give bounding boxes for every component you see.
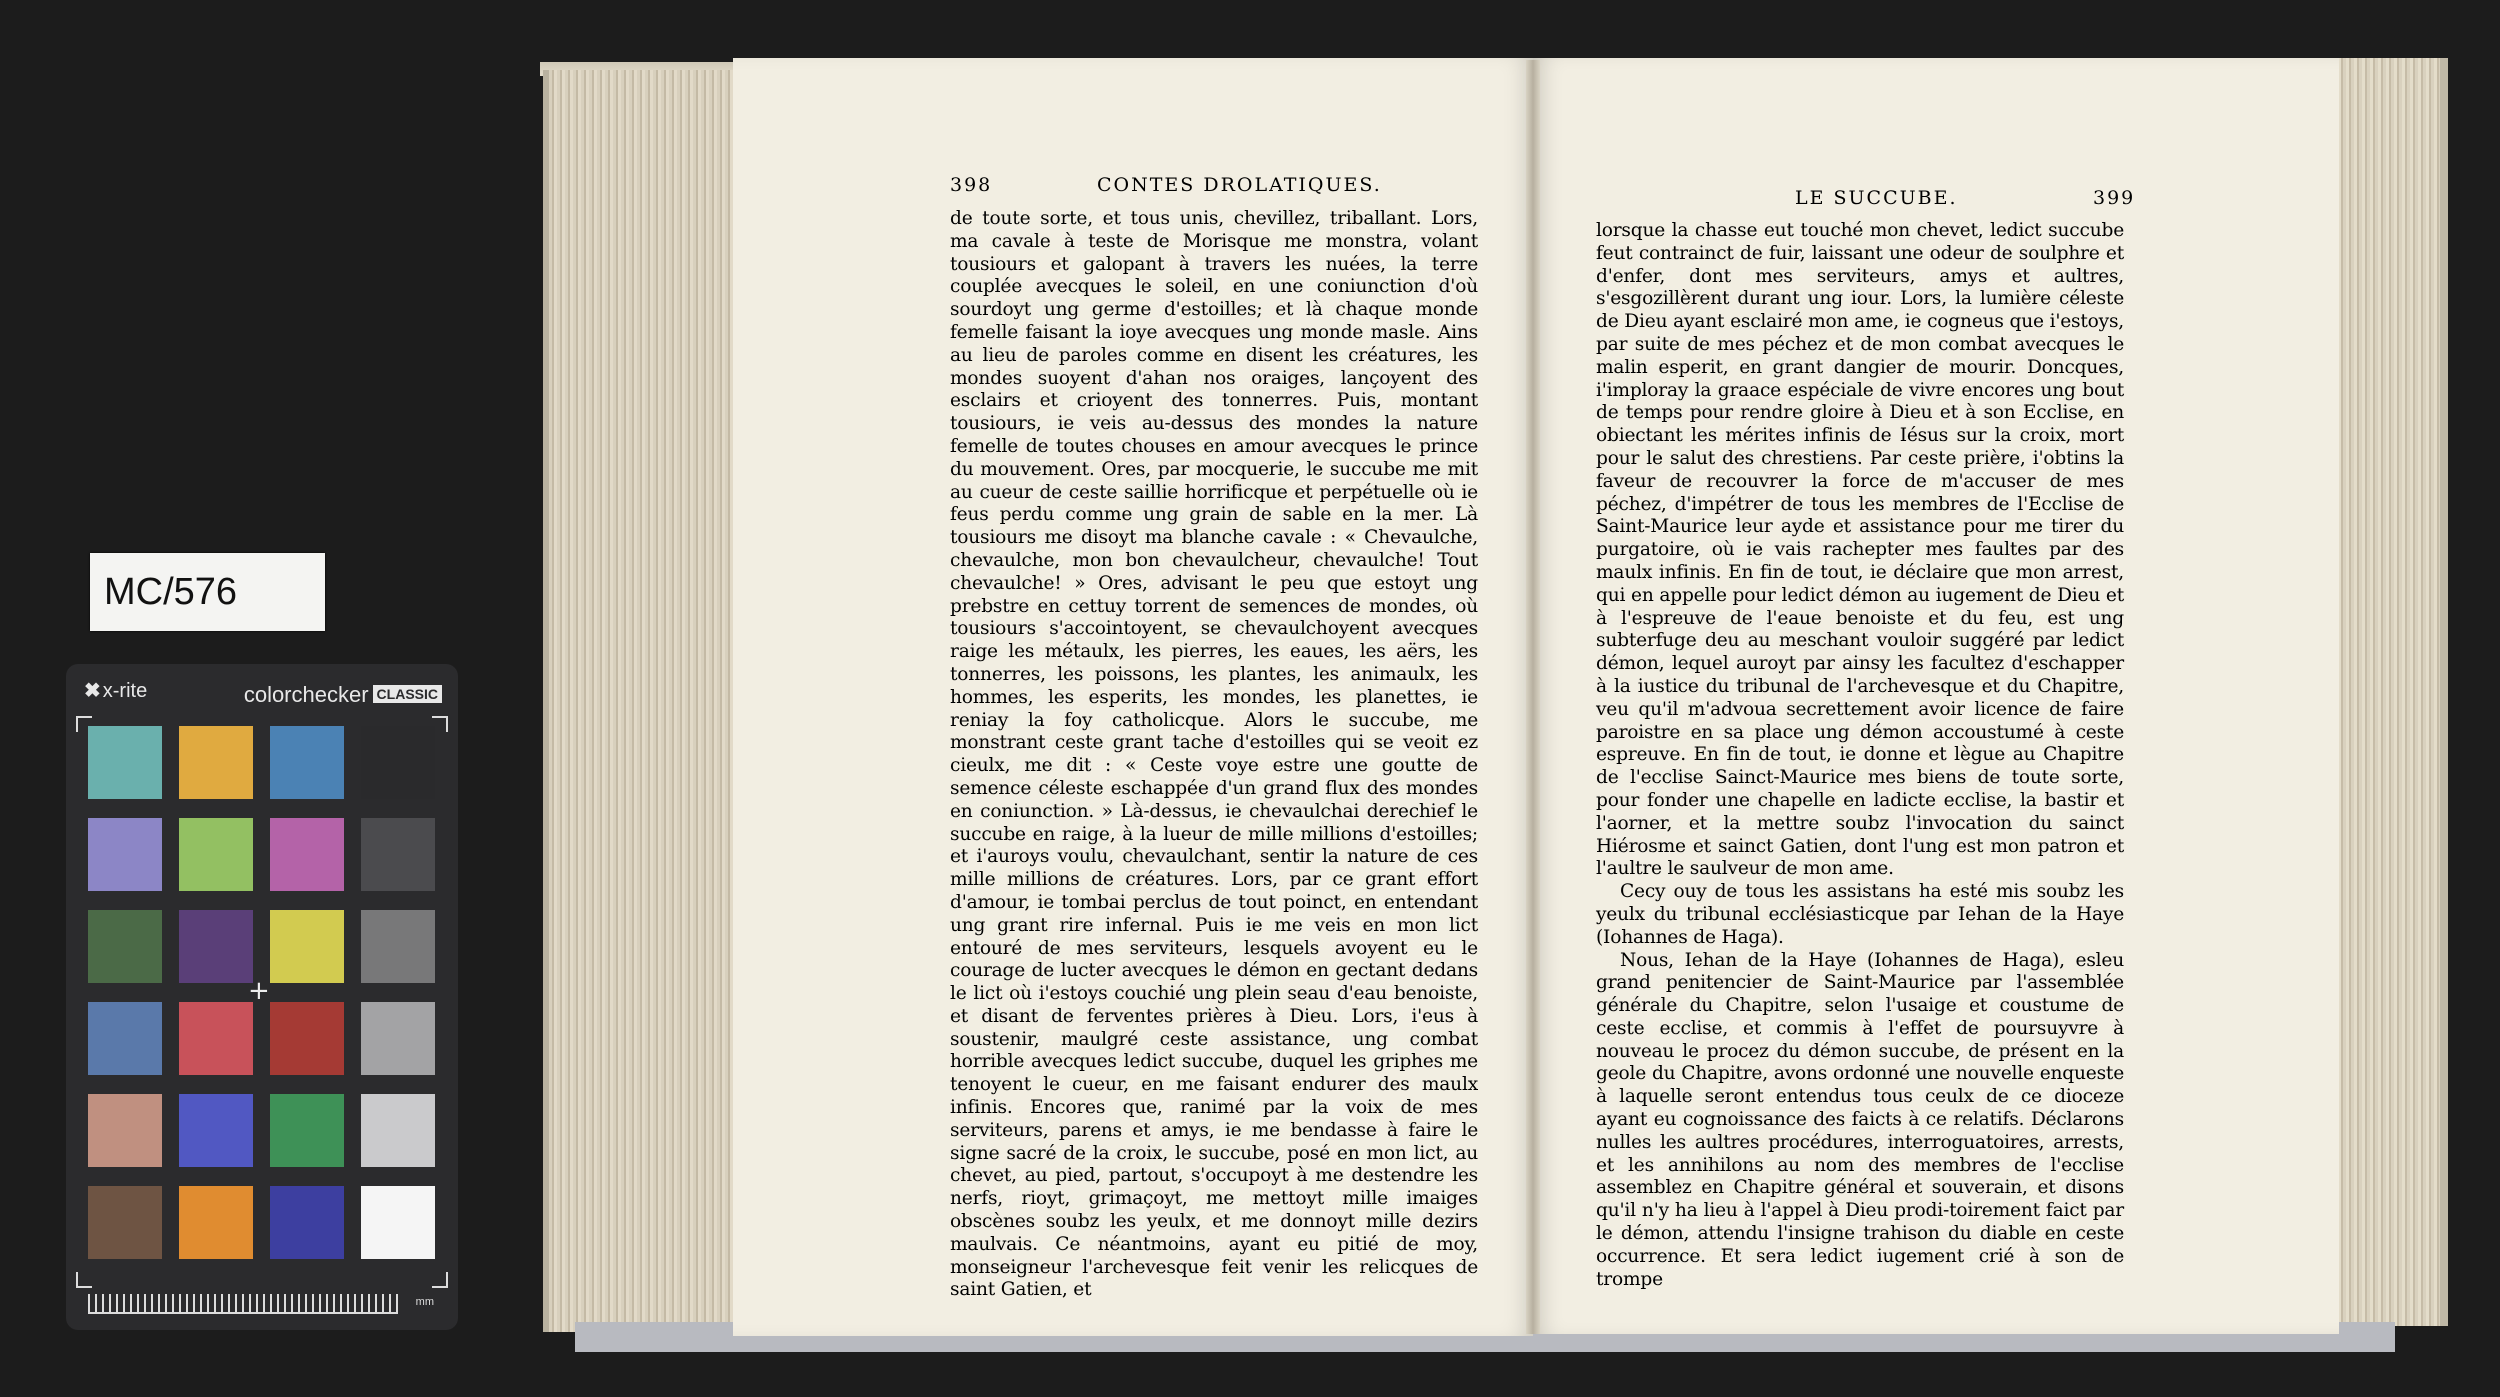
color-swatch [88, 1002, 162, 1075]
color-swatch [179, 1186, 253, 1259]
ruler-unit: mm [415, 1296, 434, 1308]
color-swatch [361, 1002, 435, 1075]
left-running-title: CONTES DROLATIQUES. [1097, 174, 1382, 196]
book-gutter [1526, 60, 1540, 1334]
color-swatch [361, 1094, 435, 1167]
color-swatch [361, 1186, 435, 1259]
paragraph: Nous, Iehan de la Haye (Iohannes de Haga), esleu grand penitencier de Saint-Maurice par l'assemblée générale du Chapitre, selon l'usaige et coustume de ceste ecclise, et commis à l'effet de poursuyvre à nouveau le procez du démon succube, de présent en la geole du Chapitre, avons ordonné une nouvelle enqueste à laquelle seront entendus tous ceulx de ce dioceze ayant eu cognoissance des faicts à ce relatifs. Déclarons nulles les aultres procédures, interroguatoires, arrests, et les annihilons au nom des membres de l'ecclise assemblez en Chapitre général et souverain, et disons qu'il n'y ha lieu à l'appel à Dieu prodi-toirement faict par le démon, attendu l'insigne trahison du diable en ceste occurrence. Et sera ledict iugement crié à son de trompe [1596, 949, 2124, 1290]
specimen-label-text: MC/576 [104, 570, 238, 613]
xrite-logo [84, 678, 147, 703]
color-swatch [270, 1094, 344, 1167]
color-swatch [88, 1186, 162, 1259]
right-running-title: LE SUCCUBE. [1795, 187, 1958, 209]
left-page-number: 398 [950, 174, 993, 196]
color-swatch [179, 726, 253, 799]
color-swatch [361, 726, 435, 799]
right-page-number: 399 [2093, 187, 2136, 209]
crosshair-icon: + [248, 976, 270, 1006]
right-text-column [1596, 220, 2124, 1291]
color-swatch [88, 726, 162, 799]
color-swatch [88, 910, 162, 983]
color-checker-card [66, 664, 458, 1330]
classic-badge: CLASSIC [373, 685, 442, 703]
page-block-left [543, 70, 749, 1332]
color-swatch [270, 910, 344, 983]
paragraph: de toute sorte, et tous unis, chevillez, triballant. Lors, ma cavale à teste de Morisque me monstra, volant tousiours et galopant à travers les nuées, la terre couplée avecques le soleil, en une coniunction d'où sourdoyt ung germe d'estoilles; et là chaque monde femelle faisant la ioye avecques ung monde masle. Ains au lieu de paroles comme en disent les créatures, les mondes suoyent d'ahan nos oraiges, lançoyent des esclairs et crioyent des tonnerres. Puis, montant tousiours, ie veis au-dessus des mondes la nature femelle de toutes chouses en amour avecques le prince du mouvement. Ores, par mocquerie, le succube me mit au cueur de ceste saillie horrificque et perpétuelle où ie feus perdu comme ung grain de sable en la mer. Là tousiours me disoyt ma blanche cavale : « Chevaulche, chevaulche, mon bon chevaulcheur, chevaulche! Tout chevaulche! » Ores, advisant le peu que estoyt ung prebstre en cettuy torrent de semences de mondes, où tousiours s'accointoyent, se chevaulchoyent avecques raige les métaulx, les pierres, les eaues, les aërs, les tonnerres, les poissons, les plantes, les animaulx, les hommes, les esperits, les mondes, les planettes, ie reniay la foy catholicque. Alors le succube, me monstrant ceste grant tache d'estoilles qui se veoit ez cieulx, me dit : « Ceste voye estre une goutte de semence céleste eschappée d'un grand flux des mondes en coniunction. » Là-dessus, ie chevaulchai derechief le succube en raige, à la lueur de mille millions d'estoilles; et i'auroys voulu, chevaulchant, sentir la nature de ces mille millions de créatures. Lors, par ce grant effort d'amour, ie tombai perclus de tout poinct, en entendant ung grant rire infernal. Puis ie me veis en mon lict entouré de mes serviteurs, lesquels avoyent eu le courage de lucter avecques le démon en gectant dedans le lict où i'estoys couchié ung plein seau d'eau benoiste, et disant de ferventes prières à Dieu. Lors, i'eus à soustenir, maulgré ceste assistance, ung combat horrible avecques ledict succube, duquel les griphes me tenoyent le cueur, en me faisant endurer des maulx infinis. Encores que, ranimé par la voix de mes serviteurs, parens et amys, ie me bendasse à faire le signe sacré de la croix, le succube, posé en mon lict, au chevet, au pied, partout, s'occupoyt à me destendre les nerfs, rioyt, grimaçoyt, me mettoyt mille imaiges obscènes soubz les yeulx, et me donnoyt mille dezirs maulvais. Ce néantmoins, ayant eu pitié de moy, monseigneur l'archevesque feit venir les relicques de saint Gatien, et [950, 208, 1478, 1301]
color-swatch [179, 910, 253, 983]
mm-ruler [88, 1294, 398, 1314]
brand-text: x-rite [102, 680, 148, 702]
xrite-mark-icon: ✖ [84, 680, 101, 702]
colorchecker-title [244, 682, 442, 708]
color-swatch [270, 1002, 344, 1075]
color-swatch [179, 1094, 253, 1167]
color-swatch [270, 1186, 344, 1259]
corner-mark [76, 1272, 92, 1288]
paragraph: lorsque la chasse eut touché mon chevet, ledict succube feut contrainct de fuir, laissant une odeur de soulphre et d'enfer, dont mes serviteurs, amys et aultres, s'esgozillèrent durant ung iour. Lors, la lumière céleste de Dieu ayant esclairé mon ame, ie cogneus que i'estoys, par suite de mes péchez et de mon combat avecques le malin esperit, en grant dangier de mourir. Doncques, i'imploray la graace espéciale de vivre encores ung bout de temps pour rendre gloire à Dieu et à son Ecclise, en obiectant les mérites infinis de Iésus sur la croix, mort pour le salut des chrestiens. Par ceste prière, i'obtins la faveur de recouvrer la force de m'accuser de mes péchez, d'impétrer de tous les membres de l'Ecclise de Saint-Maurice leur ayde et assistance pour me tirer du purgatoire, où ie vais rachepter mes faultes par des maulx infinis. En fin de tout, ie déclaire que mon arrest, qui en appelle pour ledict démon au iugement de Dieu et à l'espreuve de l'eaue benoiste et du feu, est ung subterfuge deu au meschant vouloir suggéré par ledict démon, lequel auroyt par ainsy les facultez d'eschapper à la iustice du tribunal de l'archevesque et du Chapitre, veu qu'il m'advoua secrettement avoir licence de faire paroistre en sa place ung démon accoustumé à ceste espreuve. En fin de tout, ie donne et lègue au Chapitre de l'ecclise Sainct-Maurice mes biens de toute sorte, pour fonder une chapelle en ladicte ecclise, la bastir et l'aorner, et la mettre soubz l'invocation du sainct Hiérosme et sainct Gatien, dont l'ung est mon patron et l'aultre le saulveur de mon ame. [1596, 220, 2124, 880]
specimen-label [90, 553, 325, 631]
colorchecker-title-text: colorchecker [243, 682, 369, 707]
color-swatch [179, 1002, 253, 1075]
color-swatch [270, 818, 344, 891]
left-text-column [950, 208, 1478, 1302]
paragraph: Cecy ouy de tous les assistans ha esté mis soubz les yeulx du tribunal ecclésiasticque par Iehan de la Haye (Iohannes de Haga). [1596, 881, 2124, 948]
color-swatch [179, 818, 253, 891]
corner-mark [432, 1272, 448, 1288]
color-swatch [361, 910, 435, 983]
color-swatch [88, 818, 162, 891]
page-block-right [2330, 58, 2448, 1326]
color-swatch [361, 818, 435, 891]
color-swatch [88, 1094, 162, 1167]
color-swatch [270, 726, 344, 799]
